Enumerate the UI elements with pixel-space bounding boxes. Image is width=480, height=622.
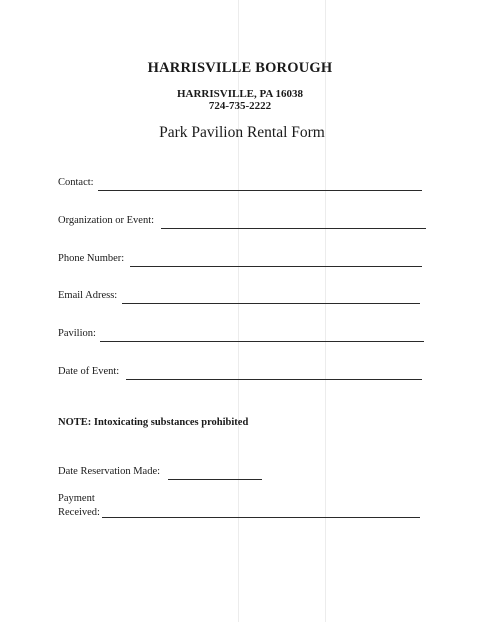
payment-received-field xyxy=(58,492,100,520)
phone-number-blank-line[interactable] xyxy=(130,266,422,267)
borough-phone: 724-735-2222 xyxy=(208,100,272,112)
pavilion-field xyxy=(58,328,424,342)
payment-label-line2: Received: xyxy=(58,507,100,518)
organization-blank-line[interactable] xyxy=(161,228,426,229)
phone-number-label: Phone Number: xyxy=(58,253,125,264)
date-reservation-field xyxy=(58,466,262,480)
contact-label: Contact: xyxy=(58,177,94,188)
email-field xyxy=(58,290,420,304)
date-of-event-label: Date of Event: xyxy=(58,366,120,377)
date-reservation-label: Date Reservation Made: xyxy=(58,466,161,477)
payment-label-line1: Payment xyxy=(58,493,95,504)
payment-received-blank-line[interactable] xyxy=(102,517,420,518)
form-title: Park Pavilion Rental Form xyxy=(159,124,325,141)
date-reservation-blank-line[interactable] xyxy=(168,479,262,480)
organization-field xyxy=(58,215,426,229)
contact-field xyxy=(58,177,424,191)
phone-number-field xyxy=(58,253,422,267)
date-of-event-blank-line[interactable] xyxy=(126,379,422,380)
date-of-event-field xyxy=(58,366,422,380)
organization-label: Organization or Event: xyxy=(58,215,155,226)
email-label: Email Adress: xyxy=(58,290,118,301)
borough-title: HARRISVILLE BOROUGH xyxy=(147,60,333,76)
borough-address: HARRISVILLE, PA 16038 xyxy=(176,88,303,100)
pavilion-blank-line[interactable] xyxy=(100,341,424,342)
pavilion-label: Pavilion: xyxy=(58,328,96,339)
email-blank-line[interactable] xyxy=(122,303,420,304)
note-text: NOTE: Intoxicating substances prohibited xyxy=(58,417,249,428)
contact-blank-line[interactable] xyxy=(98,190,422,191)
